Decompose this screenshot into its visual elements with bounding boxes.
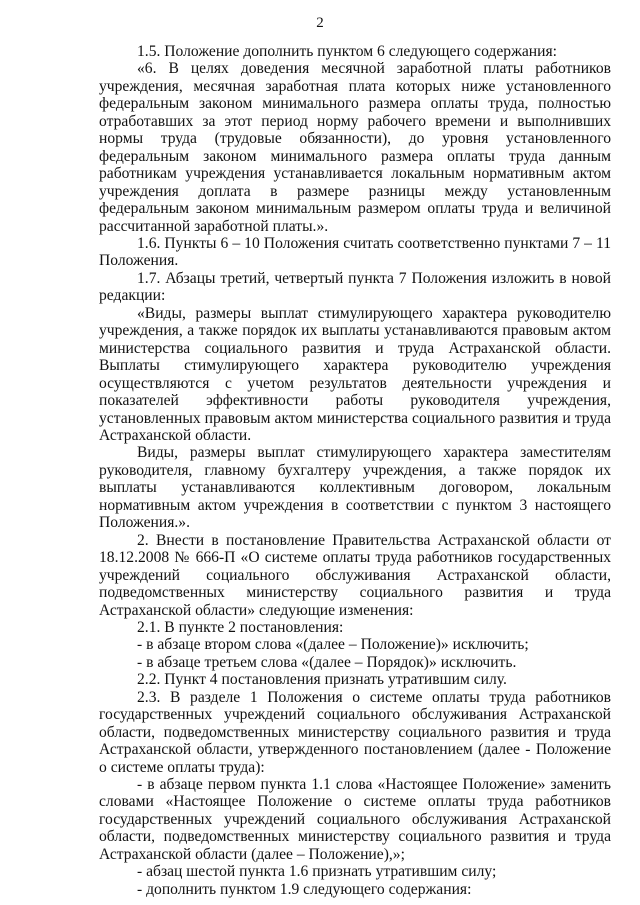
paragraph-2-3: 2.3. В разделе 1 Положения о системе оплаты труда работников государственных учреждений социального обслуживания Астраханской области, подведомственных министерству социального развития и труда Астраханской области, утвержденного постановлением (далее - Положение о системе оплаты труда): — [99, 688, 611, 776]
paragraph-2-1-item-1: - в абзаце втором слова «(далее – Положение)» исключить; — [137, 636, 529, 654]
paragraph-director-bonuses: «Виды, размеры выплат стимулирующего характера руководителю учреждения, а также порядок их выплаты устанавливаются правовым актом министерства социального развития и труда Астраханской области. Выплаты стимулирующего характера руководителю учреждения осуществляются с учетом результатов деятельности учреждения и показателей эффективности работы руководителя учреждения, установленных правовым актом министерства социального развития и труда Астраханской области. — [99, 304, 611, 444]
paragraph-2-3-item-2: - абзац шестой пункта 1.6 признать утратившим силу; — [137, 863, 497, 881]
paragraph-point-6-quote: «6. В целях доведения месячной заработной платы работников учреждения, месячная заработная плата которых ниже установленного федеральным законом минимального размера оплаты труда, полностью отработавших за этот период норму рабочего времени и выполнивших нормы труда (трудовые обязанности), до уровня установленного федеральным законом минимального размера оплаты труда данным работникам учреждения устанавливается локальным нормативным актом учреждения доплата в размере разницы между установленным федеральным законом минимальным размером оплаты труда и величиной рассчитанной заработной платы.». — [99, 60, 611, 235]
document-body — [99, 43, 611, 898]
paragraph-deputy-bonuses: Виды, размеры выплат стимулирующего характера заместителям руководителя, главному бухгалтеру учреждения, а также порядок их выплаты устанавливаются коллективным договором, локальным нормативным актом учреждения в соответствии с пунктом 3 настоящего Положения.». — [99, 444, 611, 532]
paragraph-1-5: 1.5. Положение дополнить пунктом 6 следующего содержания: — [137, 43, 557, 60]
paragraph-2-1: 2.1. В пункте 2 постановления: — [137, 618, 344, 636]
page-number: 2 — [316, 15, 324, 31]
paragraph-1-6: 1.6. Пункты 6 – 10 Положения считать соответственно пунктами 7 – 11 Положения. — [99, 234, 611, 270]
paragraph-2-2: 2.2. Пункт 4 постановления признать утратившим силу. — [137, 671, 507, 689]
paragraph-2-3-item-1: - в абзаце первом пункта 1.1 слова «Настоящее Положение» заменить словами «Настоящее Положение о системе оплаты труда работников государственных учреждений социального обслуживания Астраханской области, подведомственных министерству социального развития и труда Астраханской области (далее – Положение),»; — [99, 776, 611, 863]
paragraph-2-1-item-2: - в абзаце третьем слова «(далее – Порядок)» исключить. — [137, 653, 517, 671]
paragraph-2-3-item-3: - дополнить пунктом 1.9 следующего содержания: — [137, 880, 472, 898]
paragraph-2: 2. Внести в постановление Правительства Астраханской области от 18.12.2008 № 666-П «О системе оплаты труда работников государственных учреждений социального обслуживания Астраханской области, подведомственных министерству социального развития и труда Астраханской области» следующие изменения: — [99, 531, 611, 619]
paragraph-1-7: 1.7. Абзацы третий, четвертый пункта 7 Положения изложить в новой редакции: — [99, 269, 611, 305]
